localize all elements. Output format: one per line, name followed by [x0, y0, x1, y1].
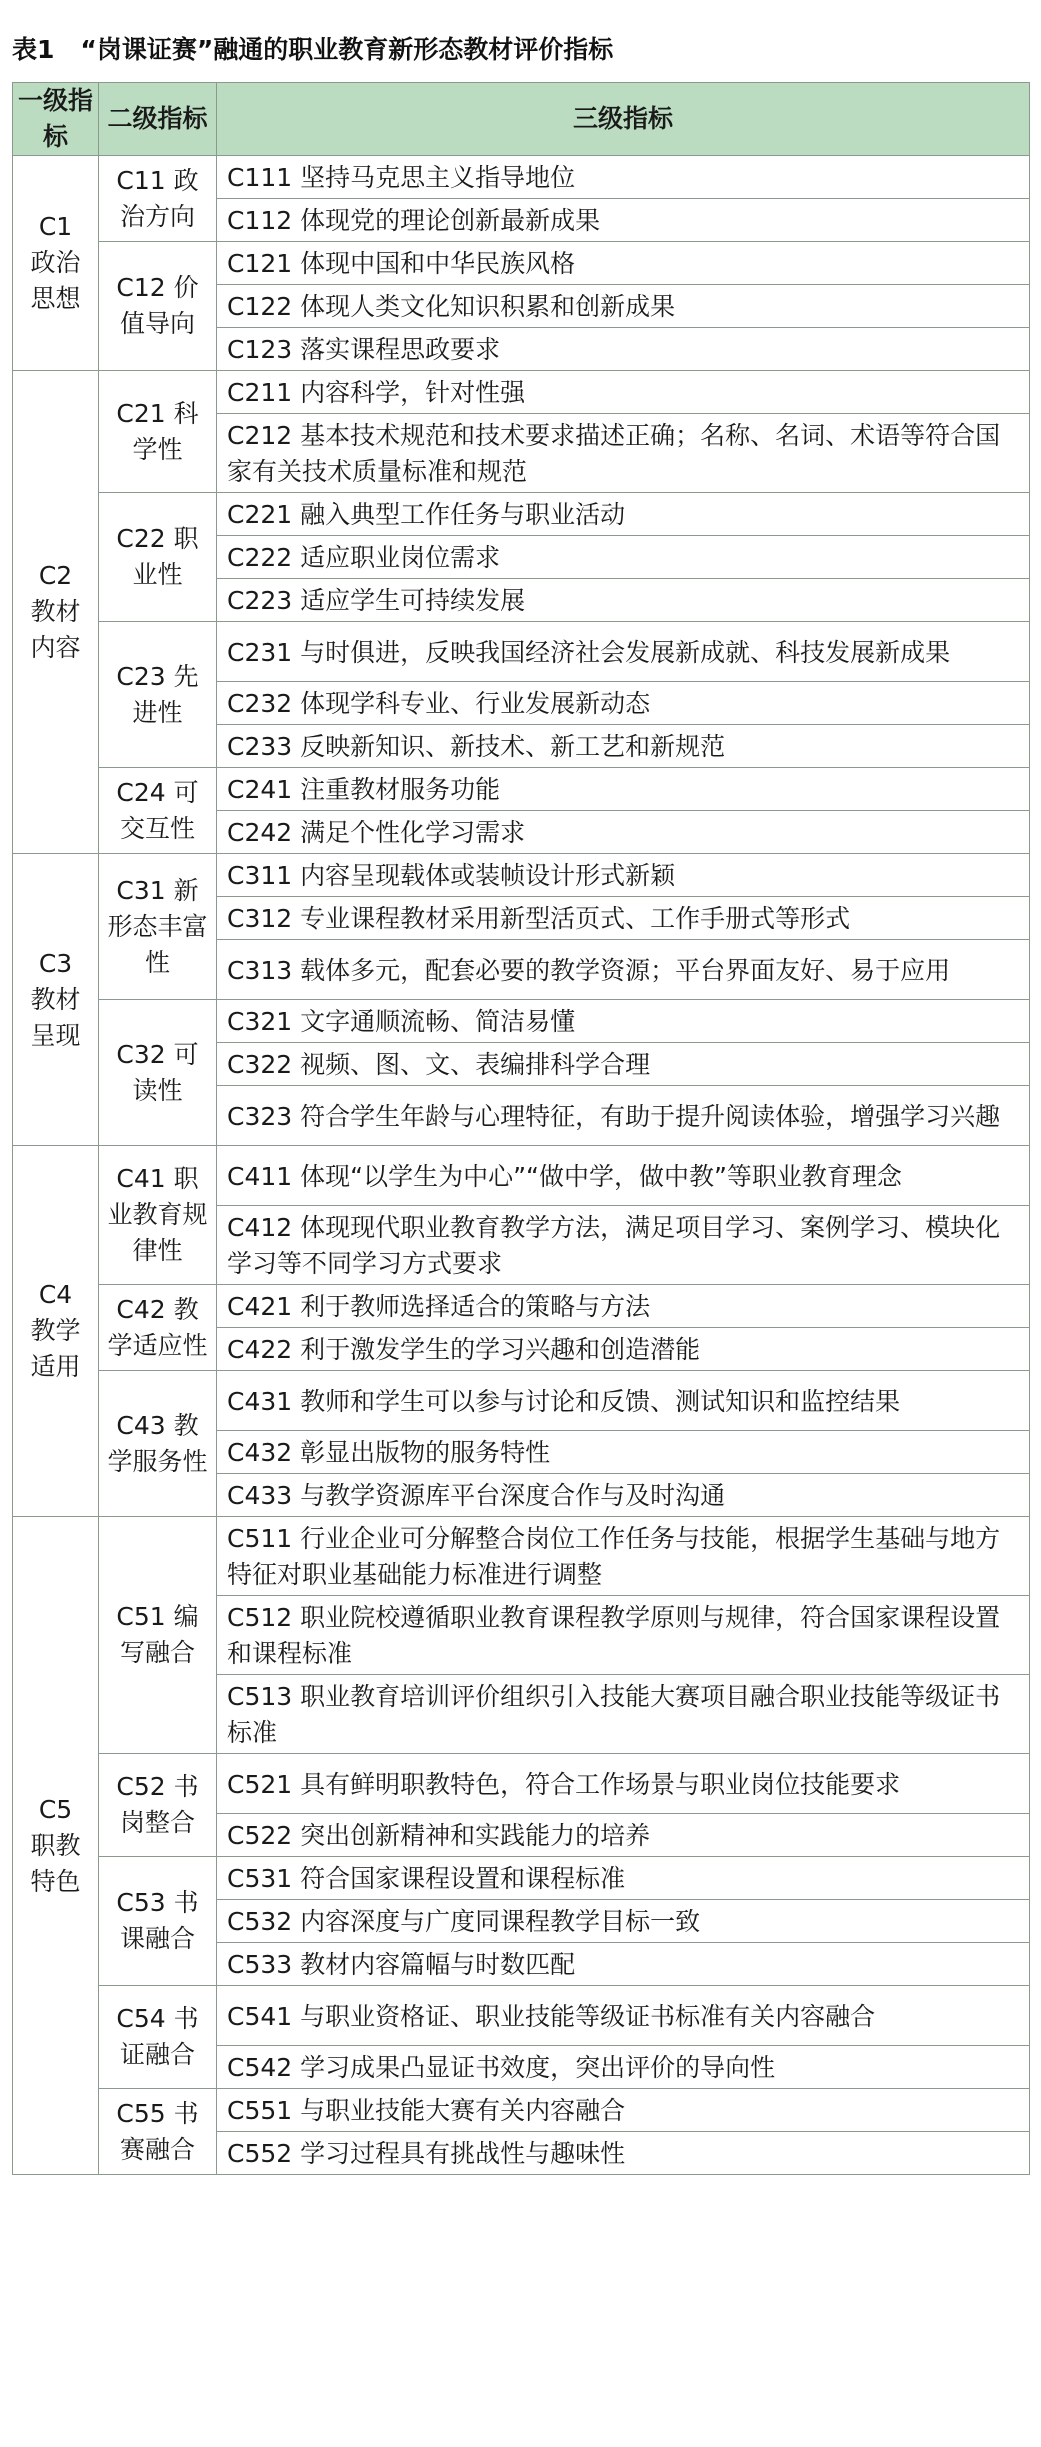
level1-code: C2	[38, 561, 73, 590]
level1-code: C5	[38, 1794, 73, 1824]
level2-cell: C31 新形态丰富性	[99, 854, 217, 1000]
table-body	[13, 156, 1030, 2175]
level1-name: 教材内容	[30, 597, 81, 662]
table-row	[13, 1517, 1030, 1596]
level3-cell: C111 坚持马克思主义指导地位	[217, 156, 1030, 199]
level3-cell: C231 与时俱进，反映我国经济社会发展新成就、科技发展新成果	[217, 622, 1030, 682]
level3-cell: C421 利于教师选择适合的策略与方法	[217, 1285, 1030, 1328]
level1-cell	[13, 1517, 99, 2175]
table-row	[13, 1986, 1030, 2046]
level3-cell: C242 满足个性化学习需求	[217, 811, 1030, 854]
level1-code: C1	[38, 212, 73, 241]
header-row	[13, 83, 1030, 156]
level3-cell: C552 学习过程具有挑战性与趣味性	[217, 2132, 1030, 2175]
table-row	[13, 854, 1030, 897]
table-row	[13, 371, 1030, 414]
level1-code: C4	[38, 1280, 73, 1309]
level2-cell: C43 教学服务性	[99, 1371, 217, 1517]
level3-cell: C313 载体多元，配套必要的教学资源；平台界面友好、易于应用	[217, 940, 1030, 1000]
level2-cell: C52 书岗整合	[99, 1754, 217, 1857]
header-level3: 三级指标	[217, 83, 1030, 156]
level3-cell: C122 体现人类文化知识积累和创新成果	[217, 285, 1030, 328]
table-row	[13, 1754, 1030, 1814]
header-level1: 一级指标	[13, 83, 99, 156]
level2-cell: C42 教学适应性	[99, 1285, 217, 1371]
level3-cell: C531 符合国家课程设置和课程标准	[217, 1857, 1030, 1900]
header-level2: 二级指标	[99, 83, 217, 156]
level3-cell: C233 反映新知识、新技术、新工艺和新规范	[217, 725, 1030, 768]
level3-cell: C311 内容呈现载体或装帧设计形式新颖	[217, 854, 1030, 897]
level2-cell: C24 可交互性	[99, 768, 217, 854]
table-title: “岗课证赛”融通的职业教育新形态教材评价指标	[80, 35, 614, 64]
level3-cell: C232 体现学科专业、行业发展新动态	[217, 682, 1030, 725]
level3-cell: C312 专业课程教材采用新型活页式、工作手册式等形式	[217, 897, 1030, 940]
level3-cell: C433 与教学资源库平台深度合作与及时沟通	[217, 1474, 1030, 1517]
level3-cell: C221 融入典型工作任务与职业活动	[217, 493, 1030, 536]
level1-name: 教学适用	[30, 1316, 81, 1381]
level3-cell: C322 视频、图、文、表编排科学合理	[217, 1043, 1030, 1086]
level3-cell: C223 适应学生可持续发展	[217, 579, 1030, 622]
level2-cell: C53 书课融合	[99, 1857, 217, 1986]
level3-cell: C212 基本技术规范和技术要求描述正确；名称、名词、术语等符合国家有关技术质量标准和规范	[217, 414, 1030, 493]
table-row	[13, 1285, 1030, 1328]
level3-cell: C541 与职业资格证、职业技能等级证书标准有关内容融合	[217, 1986, 1030, 2046]
level3-cell: C432 彰显出版物的服务特性	[217, 1431, 1030, 1474]
table-row	[13, 493, 1030, 536]
level3-cell: C412 体现现代职业教育教学方法，满足项目学习、案例学习、模块化学习等不同学习方式要求	[217, 1206, 1030, 1285]
level3-cell: C222 适应职业岗位需求	[217, 536, 1030, 579]
table-row	[13, 768, 1030, 811]
level1-code: C3	[38, 948, 73, 978]
level2-cell: C51 编写融合	[99, 1517, 217, 1754]
level3-cell: C533 教材内容篇幅与时数匹配	[217, 1943, 1030, 1986]
table-row	[13, 242, 1030, 285]
level3-cell: C323 符合学生年龄与心理特征，有助于提升阅读体验，增强学习兴趣	[217, 1086, 1030, 1146]
level1-cell	[13, 854, 99, 1146]
level2-cell: C22 职业性	[99, 493, 217, 622]
level2-cell: C12 价值导向	[99, 242, 217, 371]
level3-cell: C123 落实课程思政要求	[217, 328, 1030, 371]
level1-name: 职教特色	[30, 1830, 81, 1896]
level1-name: 教材呈现	[30, 984, 81, 1050]
level2-cell: C21 科学性	[99, 371, 217, 493]
level1-name: 政治思想	[30, 248, 81, 313]
table-row	[13, 622, 1030, 682]
level1-cell	[13, 1146, 99, 1517]
level3-cell: C522 突出创新精神和实践能力的培养	[217, 1814, 1030, 1857]
level2-cell: C23 先进性	[99, 622, 217, 768]
evaluation-table	[12, 82, 1030, 2175]
level3-cell: C422 利于激发学生的学习兴趣和创造潜能	[217, 1328, 1030, 1371]
level3-cell: C532 内容深度与广度同课程教学目标一致	[217, 1900, 1030, 1943]
level3-cell: C513 职业教育培训评价组织引入技能大赛项目融合职业技能等级证书标准	[217, 1675, 1030, 1754]
table-caption	[12, 22, 613, 78]
level3-cell: C512 职业院校遵循职业教育课程教学原则与规律，符合国家课程设置和课程标准	[217, 1596, 1030, 1675]
level3-cell: C411 体现“以学生为中心”“做中学，做中教”等职业教育理念	[217, 1146, 1030, 1206]
level3-cell: C521 具有鲜明职教特色，符合工作场景与职业岗位技能要求	[217, 1754, 1030, 1814]
table-number: 表1	[12, 35, 55, 64]
level3-cell: C211 内容科学，针对性强	[217, 371, 1030, 414]
level2-cell: C54 书证融合	[99, 1986, 217, 2089]
level3-cell: C241 注重教材服务功能	[217, 768, 1030, 811]
table-row	[13, 1146, 1030, 1206]
table-row	[13, 2089, 1030, 2132]
level3-cell: C511 行业企业可分解整合岗位工作任务与技能，根据学生基础与地方特征对职业基础能力标准进行调整	[217, 1517, 1030, 1596]
table-row	[13, 1000, 1030, 1043]
level2-cell: C55 书赛融合	[99, 2089, 217, 2175]
level3-cell: C112 体现党的理论创新最新成果	[217, 199, 1030, 242]
table-row	[13, 1371, 1030, 1431]
level2-cell: C11 政治方向	[99, 156, 217, 242]
level3-cell: C542 学习成果凸显证书效度，突出评价的导向性	[217, 2046, 1030, 2089]
level1-cell	[13, 371, 99, 854]
level3-cell: C321 文字通顺流畅、简洁易懂	[217, 1000, 1030, 1043]
level1-cell	[13, 156, 99, 371]
level3-cell: C121 体现中国和中华民族风格	[217, 242, 1030, 285]
level2-cell: C41 职业教育规律性	[99, 1146, 217, 1285]
level3-cell: C551 与职业技能大赛有关内容融合	[217, 2089, 1030, 2132]
table-row	[13, 156, 1030, 199]
level2-cell: C32 可读性	[99, 1000, 217, 1146]
level3-cell: C431 教师和学生可以参与讨论和反馈、测试知识和监控结果	[217, 1371, 1030, 1431]
table-row	[13, 1857, 1030, 1900]
